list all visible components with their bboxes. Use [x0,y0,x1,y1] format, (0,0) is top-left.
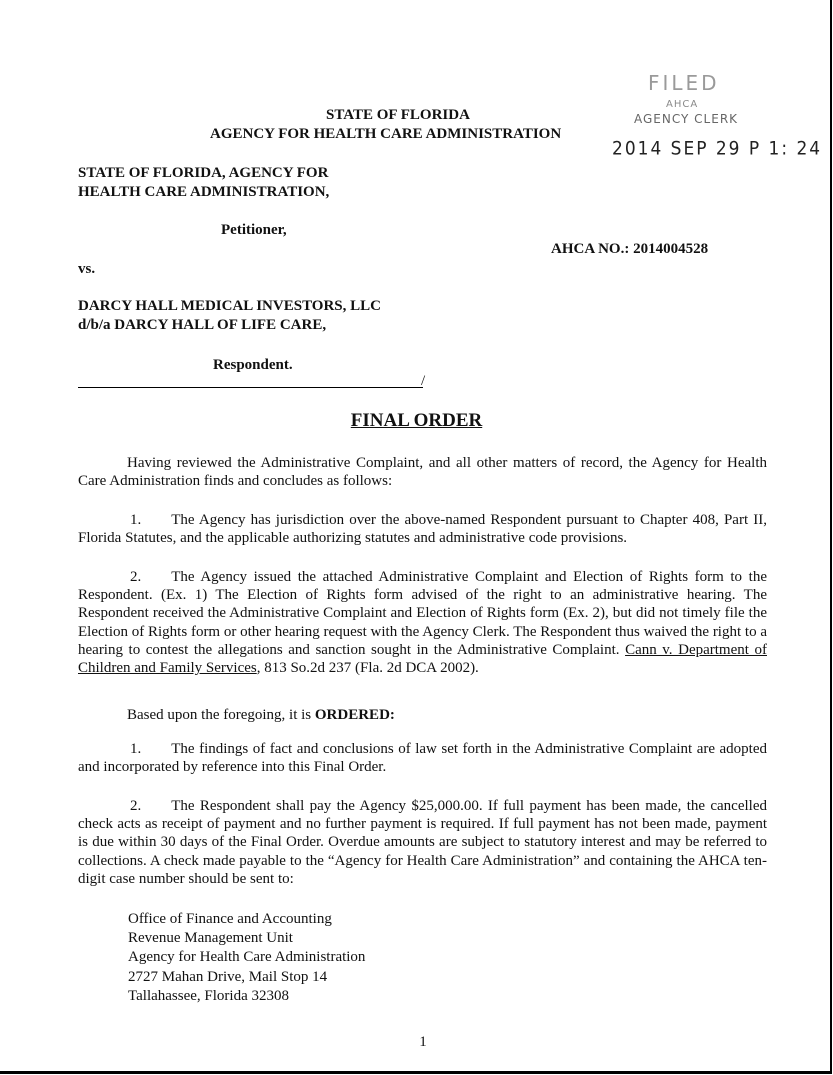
caption-slash: / [421,373,426,389]
filed-stamp-clerk: AGENCY CLERK [634,112,739,126]
address-line-5: Tallahassee, Florida 32308 [128,988,289,1004]
versus-label: vs. [78,261,96,277]
caption-divider-line [78,387,423,388]
respondent-label: Respondent. [213,357,293,373]
header-state: STATE OF FLORIDA [326,107,470,123]
address-line-3: Agency for Health Care Administration [128,949,366,965]
petitioner-name-line1: STATE OF FLORIDA, AGENCY FOR [78,165,329,181]
case-citation-reporter: , 813 So.2d 237 (Fla. 2d DCA 2002). [256,660,479,677]
order-1-paragraph: 1. The findings of fact and conclusions of law set forth in the Administrative Complaint are adopted and incorporated by reference into this Final Order. [78,741,767,776]
address-line-4: 2727 Mahan Drive, Mail Stop 14 [128,969,328,985]
finding-1-paragraph: 1. The Agency has jurisdiction over the above-named Respondent pursuant to Chapter 408, Part II, Florida Statutes, and the applicable authorizing statutes and administrative code provisions. [78,512,767,547]
case-citation-name: Cann v. Department of Children and Family Services [78,641,767,677]
respondent-name-line1: DARCY HALL MEDICAL INVESTORS, LLC [78,298,381,314]
respondent-name-line2: d/b/a DARCY HALL OF LIFE CARE, [78,317,327,333]
petitioner-name-line2: HEALTH CARE ADMINISTRATION, [78,184,330,200]
header-agency: AGENCY FOR HEALTH CARE ADMINISTRATION [210,126,562,142]
filed-stamp-text: FILED [648,71,720,95]
intro-paragraph: Having reviewed the Administrative Complaint, and all other matters of record, the Agency for Health Care Administration finds and concludes as follows: [78,455,767,490]
address-line-1: Office of Finance and Accounting [128,911,332,927]
finding-2-paragraph [78,568,767,677]
filed-stamp-ahca: AHCA [666,99,699,110]
petitioner-label: Petitioner, [221,222,287,238]
order-2-paragraph: 2. The Respondent shall pay the Agency $25,000.00. If full payment has been made, the cancelled check acts as receipt of payment and no further payment is required. If full payment has not been made, payment is due within 30 days of the Final Order. Overdue amounts are subject to statutory interest and may be referred to collections. A check made payable to the “Agency for Health Care Administration” and containing the AHCA ten-digit case number should be sent to: [78,798,767,887]
finding-2-text: 2. The Agency issued the attached Administrative Complaint and Election of Rights form to the Respondent. (Ex. 1) The Election of Rights form advised of the right to an administrative hearing. The Respondent received the Administrative Complaint and Election of Rights form (Ex. 2), but did not timely file the Election of Rights form or other hearing request with the Agency Clerk. The Respondent thus waived the right to a hearing to contest the allegations and sanction sought in the Administrative Complaint. [78,569,767,658]
case-number: AHCA NO.: 2014004528 [551,241,709,257]
filed-stamp-date: 2014 SEP 29 P 1: 24 [612,138,823,160]
page-number: 1 [419,1034,427,1050]
ordered-paragraph [78,706,767,724]
ordered-word: ORDERED: [314,707,395,723]
document-title: FINAL ORDER [350,410,483,431]
ordered-prefix: Based upon the foregoing, it is [127,707,315,723]
address-line-2: Revenue Management Unit [128,930,293,946]
